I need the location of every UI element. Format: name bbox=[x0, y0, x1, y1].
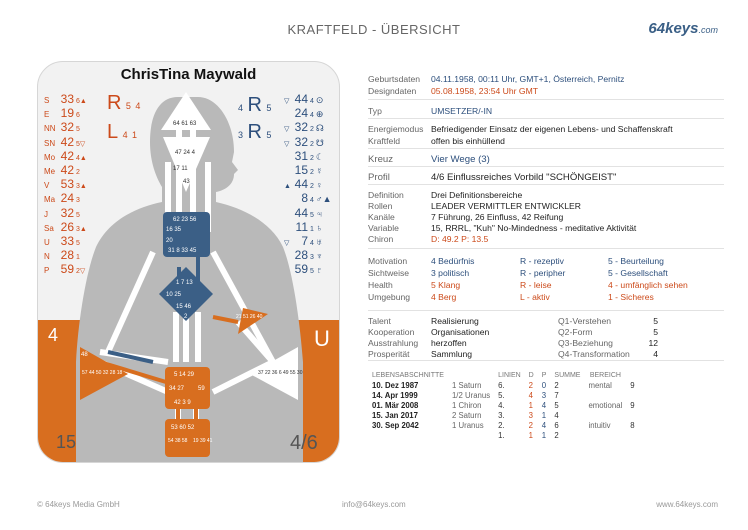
line-number: 6 bbox=[76, 112, 80, 120]
planet-symbol: ♄ bbox=[315, 222, 323, 233]
planet-symbol: ♂▲ bbox=[315, 194, 332, 205]
footer-copyright: © 64keys Media GmbH bbox=[37, 500, 120, 509]
brand-logo[interactable] bbox=[648, 20, 718, 37]
motivation-value: 3 politisch bbox=[431, 268, 470, 278]
life-cell bbox=[626, 430, 638, 440]
gate-number: 11 bbox=[295, 219, 308, 234]
info-separator bbox=[368, 99, 724, 100]
exaltation-mark: ▲ bbox=[79, 98, 87, 105]
info-value: 05.08.1958, 23:54 Uhr GMT bbox=[431, 86, 539, 96]
planet-symbol: J bbox=[44, 209, 48, 219]
line-number: 5 bbox=[76, 126, 80, 134]
life-cell bbox=[368, 430, 448, 440]
gate-number: 42 bbox=[60, 162, 74, 177]
life-row bbox=[368, 400, 639, 410]
quarter-value: 12 bbox=[648, 338, 658, 348]
gate-number: 7 bbox=[301, 233, 308, 248]
life-header-cell bbox=[448, 370, 494, 380]
life-cell: 3 bbox=[541, 390, 547, 400]
info-label: Typ bbox=[368, 106, 382, 116]
line-number: 2 bbox=[76, 268, 80, 276]
planet-symbol: ⊕ bbox=[315, 109, 324, 120]
life-cell: 4 bbox=[554, 410, 559, 420]
personality-activation-row bbox=[284, 135, 338, 149]
info-label: Profil bbox=[368, 172, 390, 183]
gate-number: 26 bbox=[60, 219, 74, 234]
personality-activation-row bbox=[284, 120, 338, 134]
line-number: 2 bbox=[310, 183, 314, 191]
info-separator bbox=[368, 166, 724, 167]
variable-left-1 bbox=[107, 92, 140, 115]
planet-symbol: ♀ bbox=[315, 180, 323, 191]
line-number: 3 bbox=[76, 225, 80, 233]
quarter-label: Q4-Transformation bbox=[558, 349, 630, 359]
life-cell: 1 bbox=[541, 430, 547, 440]
motivation-detail: 1 - Sicheres bbox=[608, 292, 654, 302]
planet-symbol: SN bbox=[44, 138, 56, 148]
sacral-gates-top: 5 14 29 bbox=[174, 372, 195, 378]
line-number: 1 bbox=[310, 225, 314, 233]
ajna-gates-17-11: 17 11 bbox=[173, 166, 188, 172]
planet-symbol: ♇ bbox=[315, 265, 323, 276]
talent-value: Sammlung bbox=[431, 349, 473, 359]
planet-symbol: ♆ bbox=[315, 251, 323, 262]
life-header-cell: LINIEN bbox=[498, 371, 521, 379]
quarter-value: 4 bbox=[653, 349, 658, 359]
life-row bbox=[368, 380, 639, 390]
life-cell: intuitiv bbox=[588, 420, 611, 430]
info-separator bbox=[368, 118, 724, 119]
personality-activation-row bbox=[284, 92, 338, 106]
gate-number: 15 bbox=[294, 162, 308, 177]
solar-gates: 37 22 36 6 49 55 30 bbox=[258, 370, 303, 376]
life-row bbox=[368, 410, 639, 420]
page-title: KRAFTFELD - ÜBERSICHT bbox=[287, 22, 461, 37]
line-number: 2 bbox=[76, 168, 80, 176]
design-activation-row bbox=[44, 191, 102, 205]
variable-line: 1 bbox=[132, 130, 138, 140]
exaltation-mark: ▲ bbox=[284, 183, 291, 191]
spleen-gate-48: 48 bbox=[81, 352, 88, 358]
planet-symbol: ☋ bbox=[315, 137, 324, 148]
motivation-orientation: R - peripher bbox=[520, 268, 566, 278]
life-cell: 2. bbox=[498, 420, 505, 430]
design-activation-row bbox=[44, 177, 102, 191]
gate-number: 28 bbox=[60, 248, 74, 263]
life-cell: 3. bbox=[498, 410, 505, 420]
info-value: offen bis einhüllend bbox=[431, 136, 505, 146]
exaltation-mark: ▲ bbox=[79, 154, 87, 162]
info-value: Befriedigender Einsatz der eigenen Lebens- und Schaffenskraft bbox=[431, 124, 673, 134]
life-cell bbox=[626, 390, 638, 400]
design-activation-row bbox=[44, 163, 102, 177]
line-number: 3 bbox=[76, 183, 80, 191]
info-separator bbox=[368, 310, 724, 311]
root-gates-right: 19 39 41 bbox=[193, 438, 213, 444]
planet-symbol: ⊙ bbox=[315, 95, 324, 105]
life-table bbox=[368, 370, 639, 440]
life-cell: 4 bbox=[541, 420, 547, 430]
exaltation-mark: ▽ bbox=[284, 239, 290, 247]
info-separator bbox=[368, 148, 724, 149]
sacral-gates-left: 34 27 bbox=[169, 386, 185, 392]
design-activation-row bbox=[44, 149, 102, 163]
life-cell: 5. bbox=[498, 390, 505, 400]
life-header-cell: SUMME bbox=[554, 371, 581, 379]
life-table-header bbox=[368, 370, 639, 380]
line-number: 4 bbox=[310, 112, 314, 120]
life-cell: 5 bbox=[554, 400, 559, 410]
talent-label: Ausstrahlung bbox=[368, 338, 419, 348]
line-number: 4 bbox=[310, 239, 314, 247]
motivation-detail: 4 - umfänglich sehen bbox=[608, 280, 688, 290]
brand-name: 64keys bbox=[648, 20, 699, 37]
talent-label: Kooperation bbox=[368, 327, 415, 337]
profile-right: U bbox=[314, 326, 330, 351]
variable-line: 5 bbox=[266, 130, 272, 140]
g-gates-top: 1 7 13 bbox=[176, 280, 193, 286]
line-number: 5 bbox=[76, 211, 80, 219]
gate-number: 24 bbox=[294, 106, 308, 121]
line-number: 2 bbox=[310, 126, 314, 134]
personality-activation-row bbox=[284, 262, 338, 276]
planet-symbol: Mo bbox=[44, 152, 56, 162]
variable-letter: R bbox=[247, 121, 262, 143]
planet-symbol: ☊ bbox=[315, 123, 324, 134]
motivation-orientation: L - aktiv bbox=[520, 292, 550, 302]
life-cell: 1 Uranus bbox=[451, 420, 484, 430]
gate-number: 32 bbox=[60, 120, 74, 135]
gate-number: 24 bbox=[60, 191, 74, 206]
life-cell: 9 bbox=[630, 380, 635, 390]
exaltation-mark: ▽ bbox=[284, 140, 290, 148]
throat-gate-20: 20 bbox=[166, 238, 173, 244]
line-number: 2 bbox=[310, 140, 314, 148]
life-cell: 1 Saturn bbox=[451, 380, 482, 390]
life-cell: 2 Saturn bbox=[451, 410, 482, 420]
variable-line: 5 bbox=[266, 103, 272, 113]
planet-symbol: NN bbox=[44, 124, 56, 134]
throat-gates-bottom: 31 8 33 45 bbox=[168, 248, 197, 254]
design-activation-row bbox=[44, 135, 102, 149]
planet-symbol: ♃ bbox=[315, 208, 323, 219]
motivation-detail: 5 - Gesellschaft bbox=[608, 268, 668, 278]
gate-number: 59 bbox=[60, 262, 74, 277]
life-cell: 2 bbox=[554, 430, 559, 440]
sacral-gate-59: 59 bbox=[198, 386, 205, 392]
quarter-label: Q3-Beziehung bbox=[558, 338, 613, 348]
root-gates-left: 54 38 58 bbox=[168, 438, 188, 444]
exaltation-mark: ▽ bbox=[79, 268, 86, 276]
info-value: 4/6 Einflussreiches Vorbild "SCHÖNGEIST" bbox=[431, 172, 617, 183]
exaltation-mark: ▽ bbox=[79, 140, 86, 148]
info-separator bbox=[368, 184, 724, 185]
planet-symbol: N bbox=[44, 252, 50, 262]
line-number: 2 bbox=[310, 168, 314, 176]
info-label: Variable bbox=[368, 223, 399, 233]
info-separator bbox=[368, 248, 724, 249]
bottom-left-number: 15 bbox=[56, 432, 77, 452]
life-header-cell: LEBENSABSCHNITTE bbox=[372, 371, 444, 379]
life-cell bbox=[626, 410, 638, 420]
info-value: 04.11.1958, 00:11 Uhr, GMT+1, Österreich, Pernitz bbox=[431, 74, 625, 84]
variable-number: 4 bbox=[122, 130, 128, 140]
gate-number: 28 bbox=[294, 248, 308, 263]
life-cell: 14. Apr 1999 bbox=[372, 390, 418, 400]
design-activation-row bbox=[44, 234, 102, 248]
talent-label: Talent bbox=[368, 316, 391, 326]
motivation-detail: 5 - Beurteilung bbox=[608, 256, 664, 266]
planet-symbol: S bbox=[44, 96, 50, 105]
ego-gates: 21 51 26 40 bbox=[236, 314, 263, 320]
life-header-cell: D bbox=[528, 371, 534, 379]
design-activation-row bbox=[44, 206, 102, 220]
throat-gates-16-35: 16 35 bbox=[166, 227, 182, 233]
planet-symbol: ♅ bbox=[315, 236, 323, 247]
exaltation-mark: ▲ bbox=[79, 225, 87, 233]
quarter-label: Q1-Verstehen bbox=[558, 316, 612, 326]
personality-activation-row bbox=[284, 149, 338, 163]
personality-activation-row bbox=[284, 106, 338, 120]
design-activation-row bbox=[44, 120, 102, 134]
gate-number: 33 bbox=[60, 92, 74, 106]
gate-number: 32 bbox=[60, 205, 74, 220]
sacral-gates-bottom: 42 3 9 bbox=[174, 400, 191, 406]
talent-label: Prosperität bbox=[368, 349, 410, 359]
brand-suffix: .com bbox=[698, 25, 718, 35]
personality-activations bbox=[284, 92, 338, 276]
planet-symbol: U bbox=[44, 237, 50, 247]
life-cell: 3 bbox=[528, 410, 534, 420]
motivation-orientation: R - leise bbox=[520, 280, 552, 290]
life-row bbox=[368, 390, 639, 400]
life-cell: 1 bbox=[528, 430, 534, 440]
gate-number: 42 bbox=[60, 148, 74, 163]
life-cell: 30. Sep 2042 bbox=[372, 420, 419, 430]
info-value: 7 Führung, 26 Einfluss, 42 Reifung bbox=[431, 212, 564, 222]
line-number: 5 bbox=[310, 211, 314, 219]
motivation-label: Health bbox=[368, 280, 393, 290]
life-cell: 1 bbox=[528, 400, 534, 410]
motivation-value: 5 Klang bbox=[431, 280, 461, 290]
line-number: 5 bbox=[310, 268, 314, 276]
planet-symbol: E bbox=[44, 110, 50, 120]
gate-number: 31 bbox=[294, 148, 308, 163]
personality-activation-row bbox=[284, 206, 338, 220]
planet-symbol: Sa bbox=[44, 223, 54, 233]
life-cell bbox=[584, 430, 626, 440]
motivation-orientation: R - rezeptiv bbox=[520, 256, 564, 266]
info-value: 15, RRRL, "Kuh" No-Mindedness - meditative Aktivität bbox=[431, 223, 637, 233]
life-cell: 2 bbox=[554, 380, 559, 390]
gate-number: 32 bbox=[294, 134, 308, 149]
personality-activation-row bbox=[284, 163, 338, 177]
planet-symbol: ☿ bbox=[315, 165, 323, 176]
personality-activation-row bbox=[284, 177, 338, 191]
info-value: D: 49.2 P: 13.5 bbox=[431, 234, 489, 244]
life-cell: 4. bbox=[498, 400, 505, 410]
planet-symbol: Me bbox=[44, 166, 56, 176]
life-header-cell: BEREICH bbox=[589, 371, 621, 379]
line-number: 5 bbox=[76, 239, 80, 247]
line-number: 2 bbox=[310, 154, 314, 162]
life-cell: 4 bbox=[528, 390, 534, 400]
life-header-cell bbox=[626, 370, 638, 380]
variable-letter: R bbox=[107, 92, 122, 114]
design-activation-row bbox=[44, 262, 102, 276]
variable-number: 3 bbox=[238, 130, 244, 140]
design-activation-row bbox=[44, 106, 102, 120]
info-separator bbox=[368, 360, 724, 361]
design-activation-row bbox=[44, 92, 102, 106]
info-value: Vier Wege (3) bbox=[431, 154, 490, 165]
motivation-value: 4 Berg bbox=[431, 292, 457, 302]
life-cell: 2 bbox=[528, 380, 534, 390]
variable-right-1 bbox=[238, 94, 271, 117]
life-cell: 1/2 Uranus bbox=[451, 390, 491, 400]
gate-number: 53 bbox=[60, 177, 74, 192]
life-cell: 10. Dez 1987 bbox=[372, 380, 419, 390]
line-number: 5 bbox=[76, 140, 80, 148]
variable-right-2 bbox=[238, 121, 271, 144]
line-number: 6 bbox=[76, 98, 80, 105]
exaltation-mark: ▲ bbox=[79, 183, 87, 191]
talent-value: Organisationen bbox=[431, 327, 490, 337]
gate-number: 44 bbox=[294, 177, 308, 192]
line-number: 3 bbox=[76, 197, 80, 205]
gate-number: 59 bbox=[294, 262, 308, 277]
gate-number: 44 bbox=[294, 205, 308, 220]
personality-activation-row bbox=[284, 248, 338, 262]
quarter-label: Q2-Form bbox=[558, 327, 593, 337]
line-number: 3 bbox=[310, 254, 314, 262]
line-number: 4 bbox=[310, 197, 314, 205]
talent-value: Realisierung bbox=[431, 316, 479, 326]
motivation-label: Umgebung bbox=[368, 292, 411, 302]
ajna-gate-43: 43 bbox=[183, 179, 190, 185]
life-cell: 4 bbox=[541, 400, 547, 410]
planet-symbol: V bbox=[44, 181, 50, 191]
planet-symbol: ☾ bbox=[315, 151, 324, 162]
variable-letter: L bbox=[107, 121, 119, 143]
life-cell: 15. Jan 2017 bbox=[372, 410, 418, 420]
profile-left: 4 bbox=[48, 325, 59, 345]
gate-number: 42 bbox=[60, 134, 74, 149]
personality-activation-row bbox=[284, 234, 338, 248]
exaltation-mark: ▽ bbox=[284, 98, 290, 105]
info-label: Chiron bbox=[368, 234, 394, 244]
design-activation-row bbox=[44, 248, 102, 262]
spleen-gates: 57 44 50 32 28 18 bbox=[82, 370, 123, 376]
life-row bbox=[368, 430, 639, 440]
planet-symbol: Ma bbox=[44, 195, 56, 205]
info-value: Drei Definitionsbereiche bbox=[431, 190, 523, 200]
g-gate-2: 2 bbox=[184, 314, 188, 320]
quarter-value: 5 bbox=[653, 327, 658, 337]
life-row bbox=[368, 420, 639, 430]
info-label: Geburtsdaten bbox=[368, 74, 421, 84]
variable-line: 4 bbox=[135, 101, 141, 111]
life-cell: 0 bbox=[541, 380, 547, 390]
motivation-label: Motivation bbox=[368, 256, 408, 266]
design-activation-row bbox=[44, 220, 102, 234]
planet-symbol: P bbox=[44, 266, 50, 276]
life-cell bbox=[448, 430, 494, 440]
gate-number: 19 bbox=[60, 106, 74, 121]
line-number: 1 bbox=[76, 254, 80, 262]
gate-number: 32 bbox=[294, 120, 308, 135]
life-cell: 7 bbox=[554, 390, 559, 400]
life-cell: 1. bbox=[498, 430, 505, 440]
line-number: 4 bbox=[76, 154, 80, 162]
personality-activation-row bbox=[284, 220, 338, 234]
life-cell: emotional bbox=[588, 400, 623, 410]
footer-website[interactable]: www.64keys.com bbox=[656, 500, 718, 509]
head-gates: 64 61 63 bbox=[173, 121, 197, 127]
line-number: 4 bbox=[310, 98, 314, 105]
personality-activation-row bbox=[284, 191, 338, 205]
info-label: Designdaten bbox=[368, 86, 417, 96]
gate-number: 44 bbox=[294, 92, 308, 106]
info-label: Kanäle bbox=[368, 212, 395, 222]
life-cell bbox=[584, 410, 626, 420]
life-cell: 2 bbox=[528, 420, 534, 430]
info-label: Definition bbox=[368, 190, 404, 200]
motivation-value: 4 Bedürfnis bbox=[431, 256, 475, 266]
exaltation-mark: ▽ bbox=[284, 126, 290, 134]
life-cell: 1 Chiron bbox=[451, 400, 482, 410]
life-cell bbox=[584, 390, 626, 400]
gate-number: 8 bbox=[301, 191, 308, 206]
life-header-cell: P bbox=[541, 371, 547, 379]
info-label: Kreuz bbox=[368, 154, 394, 165]
throat-gates-top: 62 23 56 bbox=[173, 217, 197, 223]
footer-email[interactable]: info@64keys.com bbox=[342, 500, 406, 509]
life-cell: 6. bbox=[498, 380, 505, 390]
design-activations bbox=[44, 92, 102, 276]
life-cell: mental bbox=[588, 380, 612, 390]
variable-number: 5 bbox=[125, 101, 131, 111]
ajna-gates: 47 24 4 bbox=[175, 150, 196, 156]
variable-letter: R bbox=[247, 94, 262, 116]
life-cell: 9 bbox=[630, 400, 635, 410]
bottom-right-profile: 4/6 bbox=[290, 432, 318, 454]
person-name: ChrisTina Maywald bbox=[120, 66, 257, 83]
info-label: Energiemodus bbox=[368, 124, 424, 134]
info-label: Rollen bbox=[368, 201, 393, 211]
life-cell: 01. Mär 2008 bbox=[372, 400, 419, 410]
quarter-value: 5 bbox=[653, 316, 658, 326]
talent-value: herzoffen bbox=[431, 338, 467, 348]
g-gates-bottom: 15 46 bbox=[176, 304, 192, 310]
life-cell: 1 bbox=[541, 410, 547, 420]
info-label: Kraftfeld bbox=[368, 136, 401, 146]
gate-number: 33 bbox=[60, 233, 74, 248]
g-gates-mid: 10 25 bbox=[166, 292, 182, 298]
life-cell: 8 bbox=[630, 420, 635, 430]
info-value: UMSETZER/-IN bbox=[431, 106, 493, 116]
motivation-label: Sichtweise bbox=[368, 268, 410, 278]
info-value: LEADER VERMITTLER ENTWICKLER bbox=[431, 201, 581, 211]
variable-number: 4 bbox=[238, 103, 244, 113]
variable-left-2 bbox=[107, 121, 137, 144]
root-gates-top: 53 60 52 bbox=[171, 425, 195, 431]
life-cell: 6 bbox=[554, 420, 559, 430]
